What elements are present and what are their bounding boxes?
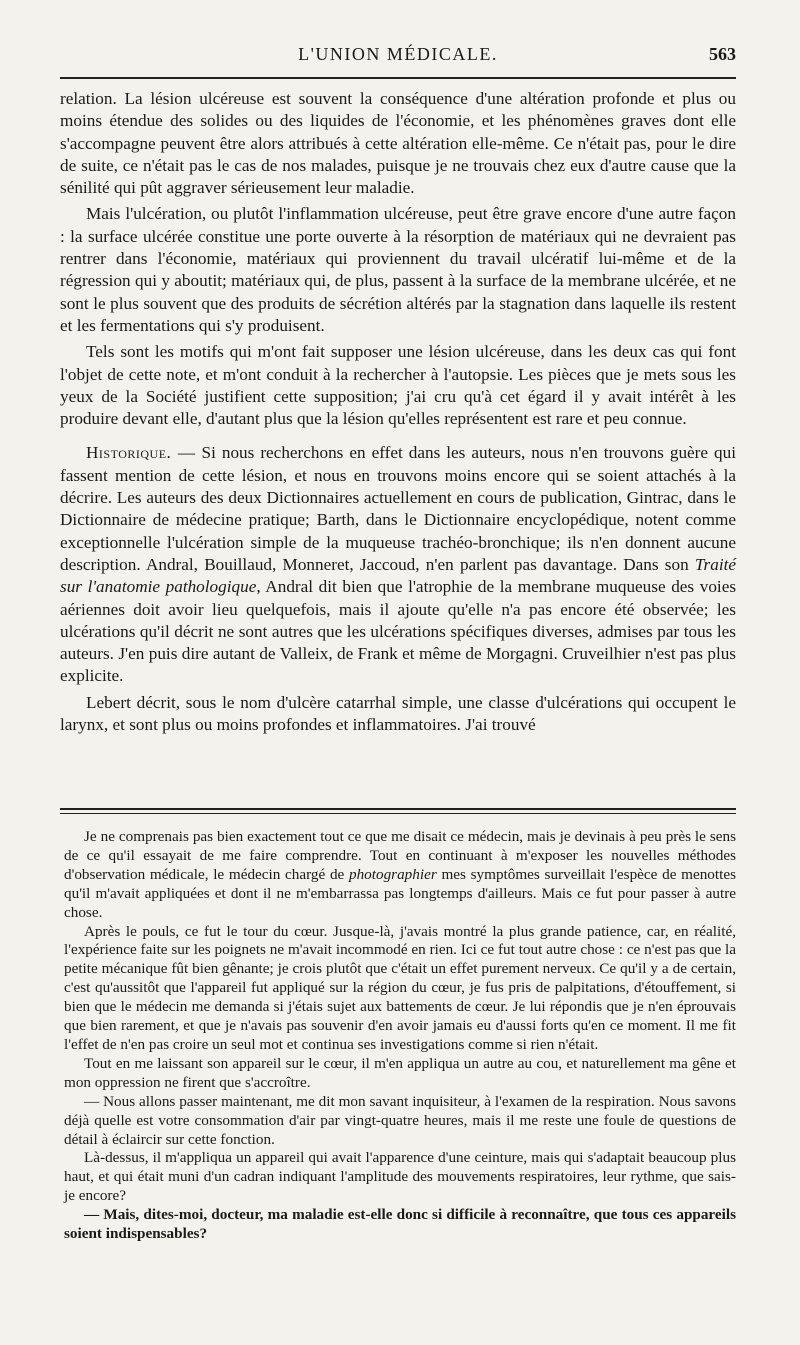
paragraph-historique — [60, 442, 736, 687]
section-label-historique: Historique. — — [86, 443, 196, 463]
feuilleton-text — [64, 828, 736, 1244]
paragraph-ulceration: Mais l'ulcération, ou plutôt l'inflammation ulcéreuse, peut être grave encore d'une autre façon : la surface ulcérée constitue une porte ouverte à la résorption de matériaux qui ne devraient pas rentrer dans l'économie, matériaux qui proviennent du travail ulcératif lui-même et de la régression qui y aboutit; matériaux qui, de plus, passent à la surface de la membrane ulcérée, et ne sont le plus souvent que des produits de sécrétion altérés par la stagnation dans laquelle ils restent et les fermentations qui s'y produisent. — [60, 204, 736, 335]
article-body — [60, 88, 736, 736]
paragraph-lebert: Lebert décrit, sous le nom d'ulcère catarrhal simple, une classe d'ulcérations qui occupent le larynx, et sont plus ou moins profondes et inflammatoires. J'ai trouvé — [60, 692, 736, 735]
page-header — [60, 44, 736, 70]
historique-text-b: , Andral dit bien que l'atrophie de la membrane muqueuse des voies aériennes doit avoir lieu quelquefois, mais il ajoute qu'elle n'a pas encore été observée; les ulcérations qu'il décrit ne sont autres que les ulcérations spécifiques diverses, admises par tous les auteurs. J'en puis dire autant de Valleix, de Frank et même de Morgagni. Cruveilhier n'est pas plus explicite. — [60, 577, 737, 686]
feuilleton-paragraph-4: — Nous allons passer maintenant, me dit mon savant inquisiteur, à l'examen de la respiration. Nous savons déjà quelle est votre consommation d'air par vingt-quatre heures, mais il me reste une foule de questions de détail à éclaircir sur cette fonction. — [64, 1092, 736, 1148]
feuilleton-italic-photographier: photographier — [348, 865, 437, 883]
running-head: L'UNION MÉDICALE. — [298, 44, 498, 64]
paragraph-motifs: Tels sont les motifs qui m'ont fait supposer une lésion ulcéreuse, dans les deux cas qui font l'objet de cette note, et m'ont conduit à la rechercher à l'autopsie. Les pièces que je mets sous les yeux de la Société justifient cette supposition; j'ai cru qu'à cet égard il y avait intérêt à les produire devant elle, d'autant plus que la lésion qu'elles représentent est rare et peu connue. — [60, 342, 736, 429]
page-number: 563 — [709, 44, 736, 64]
feuilleton-text-1a: Je ne comprenais pas bien exactement tout ce que me disait ce médecin, mais je devinais à peu près le sens de ce qu'il essayait de me faire comprendre. Tout en continuant à m'exposer les nouvelles méthodes d'observation médicale, le médecin chargé de — [64, 828, 736, 883]
feuilleton-paragraph-6: — Mais, dites-moi, docteur, ma maladie est-elle donc si difficile à reconnaître, que tous ces appareils soient indispensables? — [64, 1206, 736, 1243]
paragraph-relation: relation. La lésion ulcéreuse est souvent la conséquence d'une altération profonde et plus ou moins étendue des solides ou des liquides de l'économie, et les phénomènes graves dont elle s'accompagne peuvent être alors attribués à cette altération elle-même. Ce n'était pas, pour le dire de suite, ce n'était pas le cas de nos malades, puisque je ne trouvais chez eux d'autre cause que la sénilité qui pût aggraver sérieusement leur maladie. — [60, 89, 736, 198]
feuilleton-paragraph-1 — [64, 828, 736, 923]
feuilleton-paragraph-3: Tout en me laissant son appareil sur le cœur, il m'en appliqua un autre au cou, et naturellement ma gêne et mon oppression ne firent que s'accroître. — [64, 1054, 736, 1091]
historique-text-a: Si nous recherchons en effet dans les auteurs, nous n'en trouvons guère qui fassent mention de cette lésion, et nous en trouvons moins encore qui se soient attachés à la décrire. Les auteurs des deux Dictionnaires actuellement en cours de publication, Gintrac, dans le Dictionnaire de médecine pratique; Barth, dans le Dictionnaire encyclopédique, notent comme exceptionnelle l'ulcération simple de la muqueuse trachéo-bronchique; ils n'en donnent aucune description. Andral, Bouillaud, Monneret, Jaccoud, n'en parlent pas davantage. Dans son — [60, 443, 736, 574]
book-title-traite: Traité sur l'anatomie pathologique — [60, 554, 736, 597]
feuilleton-paragraph-5: Là-dessus, il m'appliqua un appareil qui avait l'apparence d'une ceinture, mais qui s'adaptait beaucoup plus haut, et qui était muni d'un cadran indiquant l'amplitude des mouvements respiratoires, leur rythme, que sais-je encore? — [64, 1149, 736, 1205]
feuilleton-text-1b: mes symptômes surveillait l'espèce de menottes qu'il m'avait appliquées et dont il ne m'embarrassa pas longtemps d'ailleurs. Mais ce fut pour passer à autre chose. — [64, 865, 736, 921]
header-rule — [60, 77, 736, 79]
feuilleton-paragraph-2: Après le pouls, ce fut le tour du cœur. Jusque-là, j'avais montré la plus grande patience, car, en réalité, l'expérience faite sur les poignets ne m'avait incommodé en rien. Ici ce fut tout autre chose : ce n'est pas que la petite mécanique fût bien gênante; je crois plutôt que c'était un effet purement nerveux. Ce qu'il y a de certain, c'est qu'aussitôt que l'appareil fut appliqué sur la région du cœur, je fus pris de palpitations, d'étouffement, si bien que le médecin me demanda si j'étais sujet aux battements de cœur. Je lui répondis que je n'en éprouvais que bien rarement, et que je n'avais pas souvenir d'en avoir jamais eu d'aussi forts qu'en ce moment. Il me fit l'effet de n'en pas croire un seul mot et continua ses investigations comme si rien n'était. — [64, 922, 736, 1053]
feuilleton-rule — [60, 808, 736, 814]
